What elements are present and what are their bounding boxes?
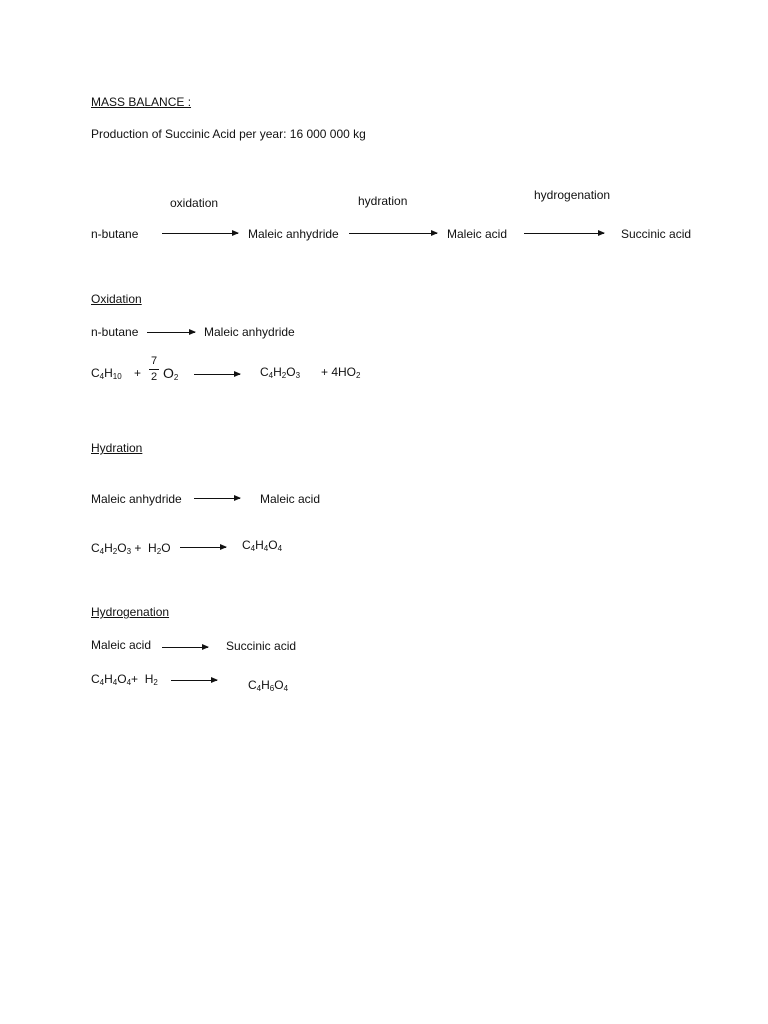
hydration-product: Maleic acid — [260, 492, 321, 506]
hydrogenation-product: Succinic acid — [226, 639, 297, 653]
section-title-hydrogenation: Hydrogenation — [91, 605, 170, 619]
overview-label-hydration: hydration — [358, 194, 408, 208]
oxidation-arrow — [147, 332, 195, 333]
overview-arrow-3 — [524, 233, 604, 234]
oxidation-eq-product-2: + $4HO_2$ — [321, 365, 361, 380]
section-title-hydration: Hydration — [91, 441, 143, 455]
overview-species-maleic-anhydride: Maleic anhydride — [248, 227, 339, 241]
hydrogenation-arrow — [162, 647, 208, 648]
oxidation-eq-product-1: $C_4H_2O_3$ — [260, 365, 301, 380]
overview-species-maleic-acid: Maleic acid — [447, 227, 508, 241]
hydrogenation-eq-arrow — [171, 680, 217, 681]
page-title: MASS BALANCE : — [91, 95, 192, 109]
overview-arrow-1 — [162, 233, 238, 234]
oxidation-reactant: n-butane — [91, 325, 139, 339]
hydration-eq-left: $C_4H_2O_3 + H_2O$ — [91, 541, 171, 556]
oxidation-eq-reactant-2: $O_2$ — [163, 365, 179, 382]
overview-arrow-2 — [349, 233, 437, 234]
coefficient-numerator: 7 — [150, 355, 158, 367]
hydration-arrow — [194, 498, 240, 499]
section-title-oxidation: Oxidation — [91, 292, 142, 306]
hydration-eq-right: $C_4H_4O_4$ — [242, 538, 283, 553]
oxidation-eq-arrow — [194, 374, 240, 375]
oxidation-eq-coefficient — [148, 356, 160, 383]
oxidation-product: Maleic anhydride — [204, 325, 295, 339]
hydration-reactant: Maleic anhydride — [91, 492, 182, 506]
fraction-bar — [149, 369, 159, 370]
hydration-eq-arrow — [180, 547, 226, 548]
overview-species-nbutane: n-butane — [91, 227, 139, 241]
production-statement: Production of Succinic Acid per year: 16 000 000 kg — [91, 127, 366, 141]
overview-species-succinic-acid: Succinic acid — [621, 227, 692, 241]
coefficient-denominator: 2 — [150, 371, 158, 383]
oxidation-eq-plus: + — [134, 366, 142, 380]
overview-label-hydrogenation: hydrogenation — [534, 188, 611, 202]
hydrogenation-reactant: Maleic acid — [91, 638, 152, 652]
overview-label-oxidation: oxidation — [170, 196, 219, 210]
hydrogenation-eq-left: $C_4H_4O_4+ H_2$ — [91, 672, 158, 687]
oxidation-eq-reactant-1: $C_4H_{10}$ — [91, 366, 122, 381]
hydrogenation-eq-right: $C_4H_6O_4$ — [248, 678, 289, 693]
